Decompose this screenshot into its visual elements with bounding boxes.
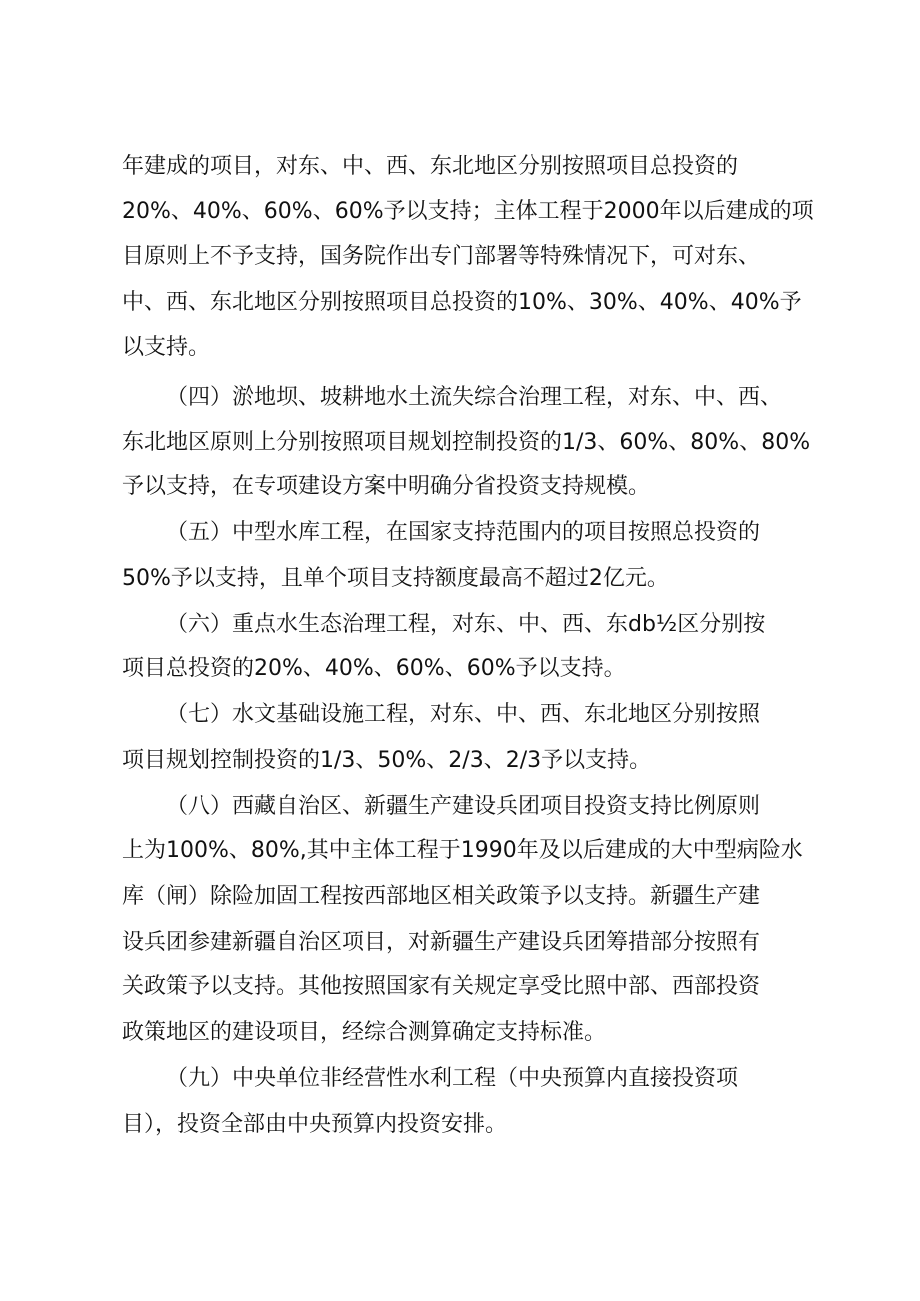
text-line: 项目规划控制投资的1/3、50%、2/3、2/3予以支持。: [122, 748, 652, 773]
text-line: 库（闸）除险加固工程按西部地区相关政策予以支持。新疆生产建: [122, 884, 761, 909]
text-line: 设兵团参建新疆自治区项目，对新疆生产建设兵团筹措部分按照有: [122, 930, 761, 955]
paragraph-6-line: （六）重点水生态治理工程，对东、中、西、东db½区分别按: [166, 612, 766, 637]
text-line: 东北地区原则上分别按照项目规划控制投资的1/3、60%、80%、80%: [122, 430, 811, 455]
paragraph-4-line: （四）淤地坝、坡耕地水土流失综合治理工程，对东、中、西、: [166, 385, 783, 410]
text-line: 目），投资全部由中央预算内投资安排。: [122, 1112, 508, 1137]
text-line: 政策地区的建设项目，经综合测算确定支持标准。: [122, 1020, 607, 1045]
text-line: 年建成的项目，对东、中、西、东北地区分别按照项目总投资的: [122, 154, 739, 179]
text-line: 以支持。: [122, 335, 211, 360]
text-line: 目原则上不予支持，国务院作出专门部署等特殊情况下，可对东、: [122, 244, 761, 269]
text-line: 项目总投资的20%、40%、60%、60%予以支持。: [122, 656, 626, 681]
text-line: 50%予以支持，且单个项目支持额度最高不超过2亿元。: [122, 566, 669, 591]
paragraph-5-line: （五）中型水库工程，在国家支持范围内的项目按照总投资的: [166, 520, 761, 545]
paragraph-7-line: （七）水文基础设施工程，对东、中、西、东北地区分别按照: [166, 702, 761, 727]
paragraph-8-line: （八）西藏自治区、新疆生产建设兵团项目投资支持比例原则: [166, 794, 761, 819]
text-line: 中、西、东北地区分别按照项目总投资的10%、30%、40%、40%予: [122, 290, 802, 315]
paragraph-9-line: （九）中央单位非经营性水利工程（中央预算内直接投资项: [166, 1066, 739, 1091]
text-line: 关政策予以支持。其他按照国家有关规定享受比照中部、西部投资: [122, 974, 761, 999]
text-line: 上为100%、80%,其中主体工程于1990年及以后建成的大中型病险水: [122, 838, 803, 863]
text-line: 20%、40%、60%、60%予以支持；主体工程于2000年以后建成的项: [122, 199, 814, 224]
text-line: 予以支持，在专项建设方案中明确分省投资支持规模。: [122, 474, 651, 499]
